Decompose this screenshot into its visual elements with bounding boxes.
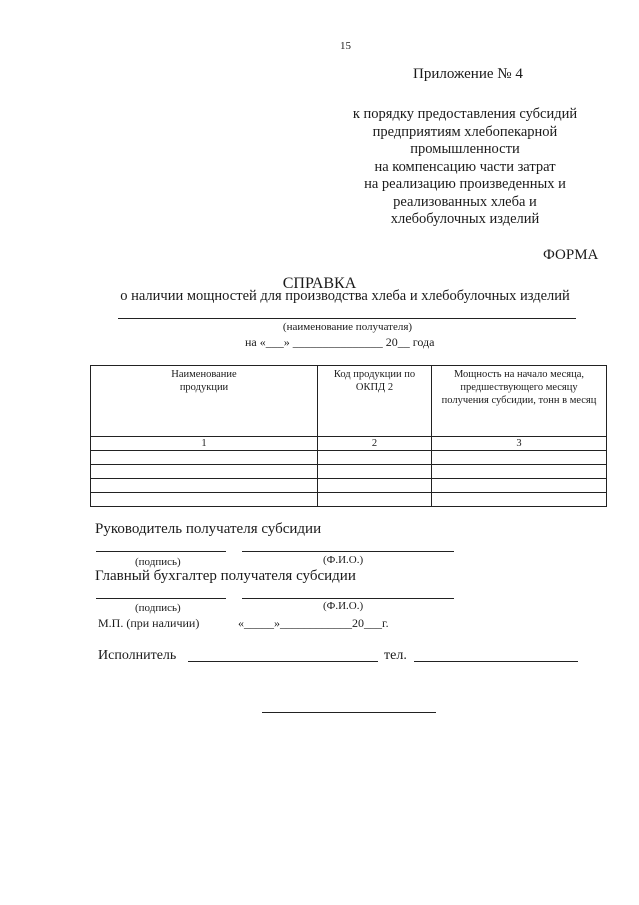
accountant-signature-caption: (подпись) [135,602,181,614]
stamp-label: М.П. (при наличии) [98,616,200,630]
phone-label: тел. [384,648,407,663]
table-cell[interactable] [91,451,318,465]
table-cell[interactable] [318,451,432,465]
table-row [91,465,607,479]
header-product-name: Наименование продукции [91,366,318,437]
header-capacity: Мощность на начало месяца, предшествующего месяцу получения субсидии, тонн в месяц [432,366,607,437]
appendix-reference-line: хлебобулочных изделий [390,211,540,227]
accountant-signature-line[interactable] [96,598,226,599]
appendix-reference-line: предприятиям хлебопекарной [372,123,558,140]
appendix-reference-line: реализованных хлеба и [393,193,537,210]
capacity-table [90,365,607,507]
column-number: 3 [432,437,607,451]
appendix-reference-line: к порядку предоставления субсидий [352,106,578,122]
appendix-reference-line: на реализацию произведенных и [364,176,566,192]
head-name-caption: (Ф.И.О.) [323,554,364,566]
head-signature-line[interactable] [96,551,226,552]
table-cell[interactable] [318,493,432,507]
recipient-caption: (наименование получателя) [282,321,413,333]
head-name-line[interactable] [242,551,454,552]
stamp-date: «_____»____________20___г. [238,616,389,630]
table-row [91,479,607,493]
table-cell[interactable] [432,465,607,479]
header-product-code: Код продукции по ОКПД 2 [318,366,432,437]
form-label: ФОРМА [543,247,599,263]
table-cell[interactable] [91,479,318,493]
document-subtitle: о наличии мощностей для производства хлеба и хлебобулочных изделий [120,288,570,304]
executor-line[interactable] [188,661,378,662]
page-number: 15 [340,40,351,52]
appendix-reference [320,106,610,229]
table-cell[interactable] [91,465,318,479]
phone-line[interactable] [414,661,578,662]
accountant-title: Главный бухгалтер получателя субсидии [95,568,356,584]
table-cell[interactable] [91,493,318,507]
recipient-name-line[interactable] [118,318,576,319]
column-number: 2 [318,437,432,451]
appendix-reference-line: промышленности [410,141,520,157]
head-signature-caption: (подпись) [135,556,181,568]
table-row [91,493,607,507]
table-row [91,451,607,465]
appendix-reference-line: на компенсацию части затрат [374,158,556,175]
appendix-title: Приложение № 4 [413,66,523,82]
end-separator-line [262,712,436,713]
table-numbering-row [91,437,607,451]
accountant-name-line[interactable] [242,598,454,599]
column-number: 1 [91,437,318,451]
executor-label: Исполнитель [98,648,177,663]
accountant-name-caption: (Ф.И.О.) [323,600,364,612]
date-line: на «___» _______________ 20__ года [245,335,435,349]
table-cell[interactable] [432,451,607,465]
table-cell[interactable] [318,465,432,479]
head-title: Руководитель получателя субсидии [95,521,322,537]
document-title: СПРАВКА [282,275,357,292]
table-cell[interactable] [432,479,607,493]
table-header-row [91,366,607,437]
table-cell[interactable] [318,479,432,493]
table-cell[interactable] [432,493,607,507]
